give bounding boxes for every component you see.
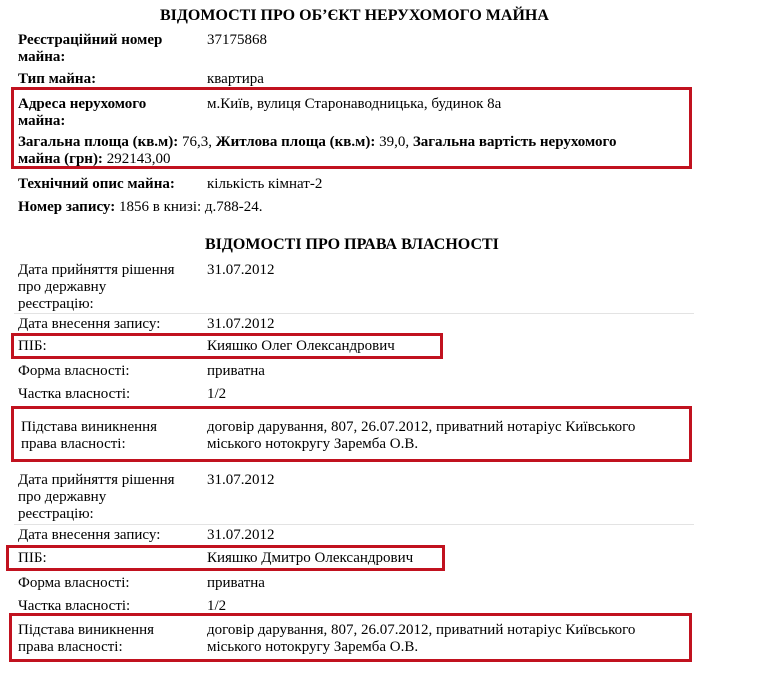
basis-label-cont: права власності:: [21, 436, 126, 452]
basis-value: договір дарування, 807, 26.07.2012, приватний нотаріус Київського: [207, 419, 636, 435]
decision-date-label-cont: про державну: [18, 279, 107, 295]
basis-value-cont: міського нотокругу Заремба О.В.: [207, 436, 419, 452]
divider: [14, 313, 694, 314]
value-label-cont: майна (грн):: [18, 151, 103, 167]
form-value: приватна: [207, 575, 265, 591]
total-area-label: Загальна площа (кв.м):: [18, 134, 179, 150]
entry-date-label: Дата внесення запису:: [18, 527, 161, 543]
living-area-label: Житлова площа (кв.м):: [215, 134, 376, 150]
entry-date-label: Дата внесення запису:: [18, 316, 161, 332]
reg-number-label: Реєстраційний номер: [18, 32, 163, 48]
name-label: ПІБ:: [18, 338, 47, 354]
decision-date-label-cont: про державну: [18, 489, 107, 505]
basis-value-cont: міського нотокругу Заремба О.В.: [207, 639, 419, 655]
reg-number-value: 37175868: [207, 32, 267, 48]
value-line: [18, 151, 170, 168]
basis-label-cont: права власності:: [18, 639, 123, 655]
decision-date-value: 31.07.2012: [207, 472, 275, 488]
decision-date-label: Дата прийняття рішення: [18, 262, 175, 278]
address-label-cont: майна:: [18, 113, 66, 129]
form-label: Форма власності:: [18, 363, 130, 379]
tech-value: кількість кімнат-2: [207, 176, 323, 192]
name-label: ПІБ:: [18, 550, 47, 566]
reg-number-label-cont: майна:: [18, 49, 66, 65]
total-area-value: 76,3,: [182, 134, 213, 150]
share-label: Частка власності:: [18, 386, 131, 402]
address-value: м.Київ, вулиця Старонаводницька, будинок 8а: [207, 96, 502, 112]
value-value: 292143,00: [106, 151, 171, 167]
object-section-title: ВІДОМОСТІ ПРО ОБ’ЄКТ НЕРУХОМОГО МАЙНА: [160, 7, 549, 24]
area-line: [18, 134, 616, 151]
living-area-value: 39,0,: [379, 134, 410, 150]
share-value: 1/2: [207, 386, 227, 402]
divider: [14, 524, 694, 525]
record-label: Номер запису:: [18, 199, 116, 215]
decision-date-value: 31.07.2012: [207, 262, 275, 278]
basis-label: Підстава виникнення: [21, 419, 158, 435]
basis-value: договір дарування, 807, 26.07.2012, приватний нотаріус Київського: [207, 622, 636, 638]
basis-label: Підстава виникнення: [18, 622, 155, 638]
decision-date-label-cont2: реєстрацію:: [18, 296, 94, 312]
tech-label: Технічний опис майна:: [18, 176, 175, 192]
record-value: 1856 в книзі: д.788-24.: [118, 199, 263, 215]
type-label: Тип майна:: [18, 71, 97, 87]
owner-name: Кияшко Дмитро Олександрович: [207, 550, 414, 566]
entry-date-value: 31.07.2012: [207, 527, 275, 543]
share-label: Частка власності:: [18, 598, 131, 614]
value-label: Загальна вартість нерухомого: [412, 134, 617, 150]
share-value: 1/2: [207, 598, 227, 614]
rights-section-title: ВІДОМОСТІ ПРО ПРАВА ВЛАСНОСТІ: [205, 236, 499, 253]
decision-date-label: Дата прийняття рішення: [18, 472, 175, 488]
owner-name: Кияшко Олег Олександрович: [207, 338, 395, 354]
record-line: [18, 199, 263, 216]
form-label: Форма власності:: [18, 575, 130, 591]
entry-date-value: 31.07.2012: [207, 316, 275, 332]
type-value: квартира: [207, 71, 264, 87]
address-label: Адреса нерухомого: [18, 96, 147, 112]
form-value: приватна: [207, 363, 265, 379]
decision-date-label-cont2: реєстрацію:: [18, 506, 94, 522]
